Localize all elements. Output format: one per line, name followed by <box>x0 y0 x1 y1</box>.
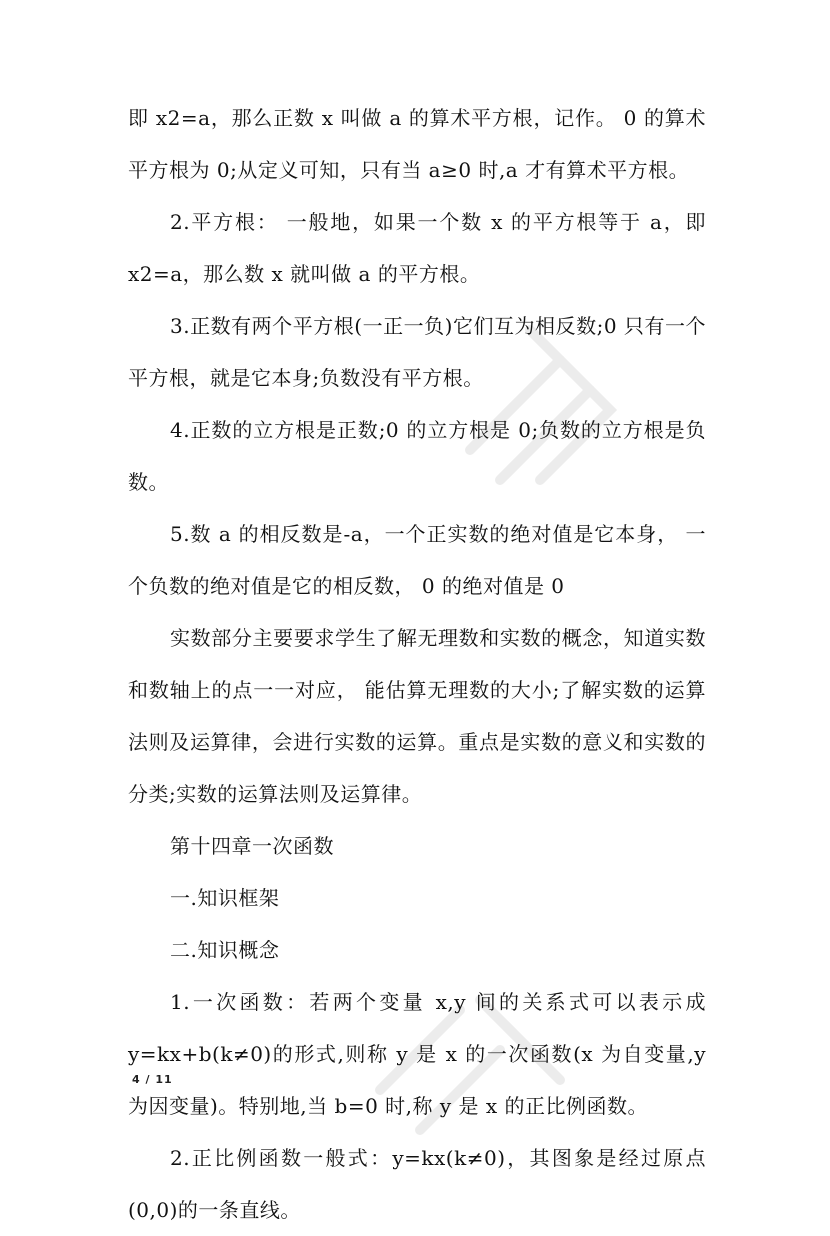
chapter-heading: 第十四章一次函数 <box>170 834 334 858</box>
paragraph-opposite-absolute: 5.数 a 的相反数是-a，一个正实数的绝对值是它本身， 一个负数的绝对值是它的相反数， 0 的绝对值是 0 <box>128 522 706 598</box>
paragraph-proportional-function: 2.正比例函数一般式：y=kx(k≠0)，其图象是经过原点(0,0)的一条直线。 <box>128 1146 706 1222</box>
section-knowledge-framework: 一.知识框架 <box>170 886 280 910</box>
paragraph-real-numbers-summary: 实数部分主要要求学生了解无理数和实数的概念，知道实数和数轴上的点一一对应， 能估算无理数的大小;了解实数的运算法则及运算律，会进行实数的运算。重点是实数的意义和实数的分类;实数的运算法则及运算律。 <box>128 626 706 806</box>
paragraph-cube-roots: 4.正数的立方根是正数;0 的立方根是 0;负数的立方根是负数。 <box>128 418 706 494</box>
document-body <box>128 92 706 1236</box>
paragraph-square-root: 2.平方根： 一般地，如果一个数 x 的平方根等于 a，即 x2=a，那么数 x 就叫做 a 的平方根。 <box>128 210 706 286</box>
section-knowledge-concepts: 二.知识概念 <box>170 938 280 962</box>
paragraph-linear-function: 1.一次函数：若两个变量 x,y 间的关系式可以表示成 y=kx+b(k≠0)的形式,则称 y 是 x 的一次函数(x 为自变量,y 为因变量)。特别地,当 b=0 时,称 y 是 x 的正比例函数。 <box>128 990 706 1118</box>
page-number: 4 / 11 <box>132 1073 173 1086</box>
paragraph-arithmetic-square-root: 即 x2=a，那么正数 x 叫做 a 的算术平方根，记作。 0 的算术平方根为 0;从定义可知，只有当 a≥0 时,a 才有算术平方根。 <box>128 106 706 182</box>
paragraph-positive-square-roots: 3.正数有两个平方根(一正一负)它们互为相反数;0 只有一个平方根，就是它本身;负数没有平方根。 <box>128 314 706 390</box>
